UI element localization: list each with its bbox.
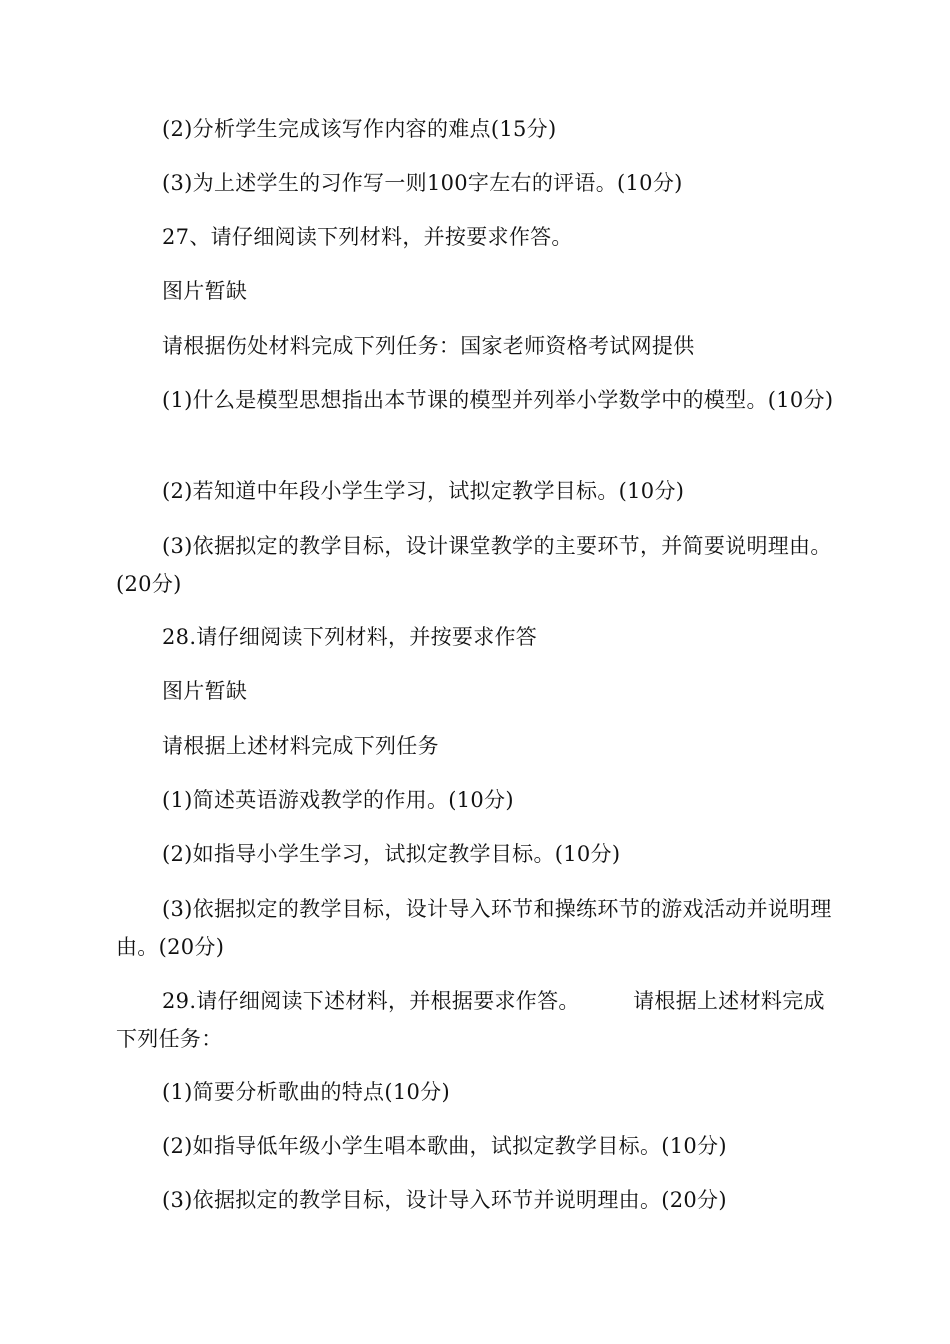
paragraph-q28-part1: (1)简述英语游戏教学的作用。(10分) (162, 788, 514, 812)
paragraph-q27-image-missing: 图片暂缺 (162, 279, 248, 303)
paragraph-q27-part3: (3)依据拟定的教学目标，设计课堂教学的主要环节，并简要说明理由。(20分) (116, 534, 832, 596)
paragraph-q27-heading: 27、请仔细阅读下列材料，并按要求作答。 (162, 225, 573, 249)
paragraph-q28-task-intro: 请根据上述材料完成下列任务 (162, 734, 439, 758)
paragraph-q29-part3: (3)依据拟定的教学目标，设计导入环节并说明理由。(20分) (162, 1188, 727, 1212)
paragraph-q27-part2: (2)若知道中年段小学生学习，试拟定教学目标。(10分) (162, 479, 685, 503)
paragraph-q29-heading: 29.请仔细阅读下述材料，并根据要求作答。 请根据上述材料完成下列任务： (116, 989, 825, 1051)
paragraph-q29-part2: (2)如指导低年级小学生唱本歌曲，试拟定教学目标。(10分) (162, 1134, 727, 1158)
paragraph-q27-part1: (1)什么是模型思想指出本节课的模型并列举小学数学中的模型。(10分) (162, 388, 834, 412)
paragraph-q29-part1: (1)简要分析歌曲的特点(10分) (162, 1080, 450, 1104)
paragraph-q27-task-intro: 请根据伤处材料完成下列任务：国家老师资格考试网提供 (162, 334, 695, 358)
paragraph-q28-image-missing: 图片暂缺 (162, 679, 248, 703)
paragraph-q28-heading: 28.请仔细阅读下列材料，并按要求作答 (162, 625, 538, 649)
paragraph-q26-part3: (3)为上述学生的习作写一则100字左右的评语。(10分) (162, 171, 683, 195)
paragraph-q26-part2: (2)分析学生完成该写作内容的难点(15分) (162, 117, 557, 141)
paragraph-q28-part3: (3)依据拟定的教学目标，设计导入环节和操练环节的游戏活动并说明理由。(20分) (116, 897, 832, 959)
paragraph-q28-part2: (2)如指导小学生学习，试拟定教学目标。(10分) (162, 842, 621, 866)
